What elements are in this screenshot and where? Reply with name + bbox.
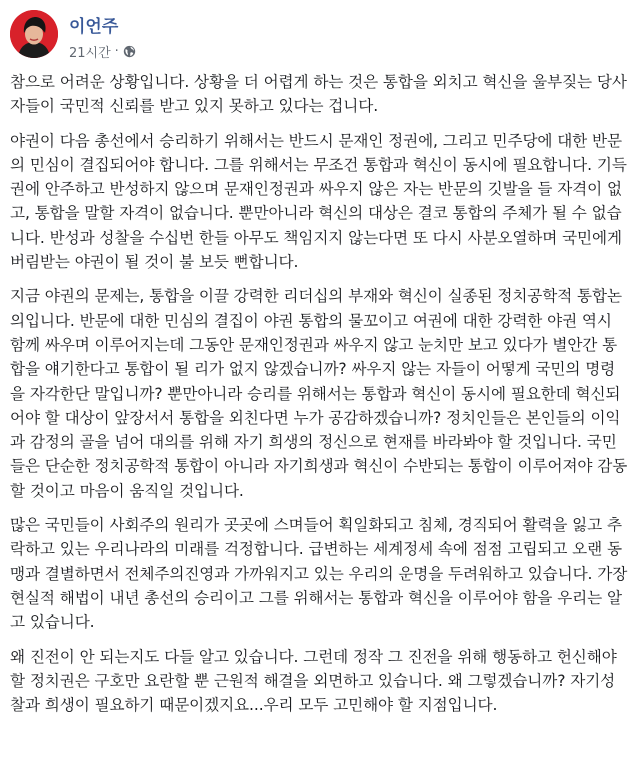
post-paragraph: 지금 야권의 문제는, 통합을 이끌 강력한 리더십의 부재와 혁신이 실종된 정치공학적 통합논의입니다. 반문에 대한 민심의 결집이 야권 통합의 물꼬이고 여권에 대한 강력한 야권 역시 함께 싸우며 이루어지는데 그동안 문재인정권과 싸우지 않고 눈치만 보고 있다가 별안간 통합을 얘기한다고 통합이 될 리가 없지 않겠습니까? 싸우지 않는 자들이 어떻게 국민의 명령을 자각한단 말입니까? 뿐만아니라 승리를 위해서는 통합과 혁신이 동시에 필요한데 혁신되어야 할 대상이 앞장서서 통합을 외친다면 누가 공감하겠습니까? 정치인들은 본인들의 이익과 감정의 골을 넘어 대의를 위해 자기 희생의 정신으로 현재를 바라봐야 할 것입니다. 국민들은 단순한 정치공학적 통합이 아니라 자기희생과 혁신이 수반되는 통합이 이루어져야 감동할 것이고 마음이 움직일 것입니다. xyxy=(10,287,628,500)
profile-avatar[interactable] xyxy=(10,10,58,58)
avatar-image xyxy=(10,10,58,58)
post-paragraph: 왜 진전이 안 되는지도 다들 알고 있습니다. 그런데 정작 그 진전을 위해 행동하고 헌신해야 할 정치권은 구호만 요란할 뿐 근원적 해결을 외면하고 있습니다. 왜 그렇겠습니까? 자기성찰과 희생이 필요하기 때문이겠지요...우리 모두 고민해야 할 지점입니다. xyxy=(10,647,617,715)
post-paragraph: 야권이 다음 총선에서 승리하기 위해서는 반드시 문재인 정권에, 그리고 민주당에 대한 반문의 민심이 결집되어야 합니다. 그를 위해서는 무조건 통합과 혁신이 동시에 필요합니다. 기득권에 안주하고 반성하지 않으며 문재인정권과 싸우지 않은 자는 반문의 깃발을 들 자격이 없고, 통합을 말할 자격이 없습니다. 뿐만아니라 혁신의 대상은 결코 통합의 주체가 될 수 없습니다. 반성과 성찰을 수십번 한들 아무도 책임지지 않는다면 또 다시 사분오열하며 국민에게 버림받는 야권이 될 것이 불 보듯 뻔합니다. xyxy=(10,131,627,272)
author-name[interactable]: 이언주 xyxy=(69,17,119,37)
post-body xyxy=(10,70,628,727)
post-paragraph: 참으로 어려운 상황입니다. 상황을 더 어렵게 하는 것은 통합을 외치고 혁신을 울부짖는 당사자들이 국민적 신뢰를 받고 있지 못하고 있다는 겁니다. xyxy=(10,73,627,116)
post-paragraph: 많은 국민들이 사회주의 원리가 곳곳에 스며들어 획일화되고 침체, 경직되어 활력을 잃고 추락하고 있는 우리나라의 미래를 걱정합니다. 급변하는 세계정세 속에 점점 고립되고 오랜 동맹과 결별하면서 전체주의진영과 가까워지고 있는 우리의 운명을 두려워하고 있습니다. 가장 현실적 해법이 내년 총선의 승리이고 그를 위해서는 통합과 혁신을 이루어야 함을 우리는 알고 있습니다. xyxy=(10,516,628,632)
post-time[interactable]: 21시간 xyxy=(69,46,111,61)
globe-icon[interactable] xyxy=(123,45,136,58)
meta-separator: · xyxy=(114,44,119,59)
post-meta xyxy=(69,42,136,61)
